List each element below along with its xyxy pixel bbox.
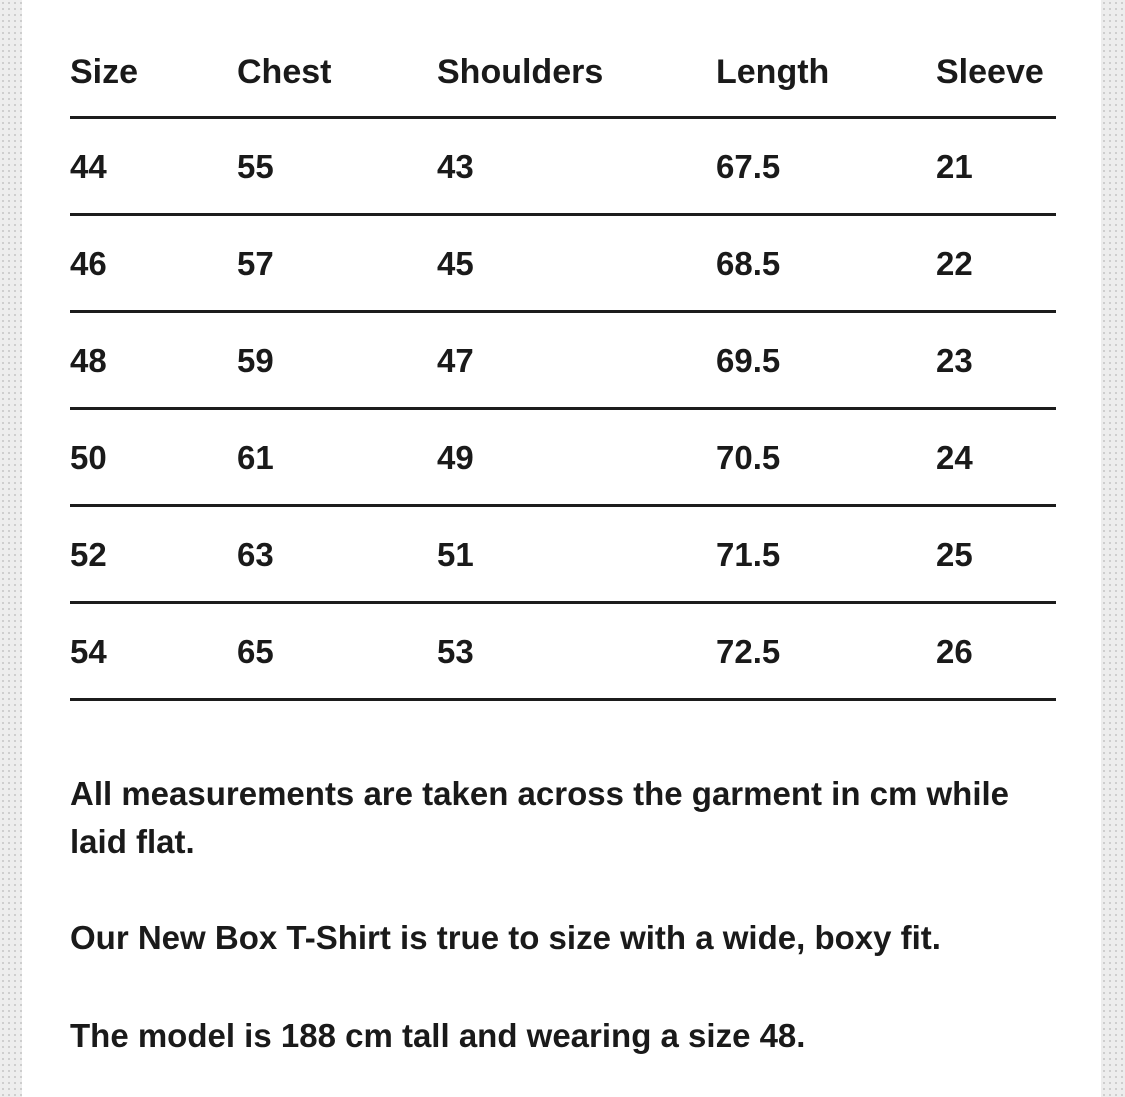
- size-guide-panel: [22, 0, 1101, 1097]
- header-size: Size: [70, 53, 139, 91]
- cell-length: 71.5: [716, 536, 781, 573]
- cell-sleeve: 24: [936, 439, 973, 476]
- cell-length: 70.5: [716, 439, 781, 476]
- cell-sleeve: 26: [936, 633, 973, 670]
- left-edge-pattern: [0, 0, 22, 1097]
- cell-size: 50: [70, 439, 107, 476]
- cell-shoulders: 45: [437, 245, 474, 282]
- cell-shoulders: 51: [437, 536, 474, 573]
- table-row: [70, 604, 1056, 701]
- cell-chest: 65: [237, 633, 274, 670]
- table-header-row: [70, 22, 1056, 119]
- table-row: [70, 119, 1056, 216]
- size-table: [70, 22, 1056, 701]
- cell-sleeve: 22: [936, 245, 973, 282]
- table-row: [70, 507, 1056, 604]
- cell-size: 48: [70, 342, 107, 379]
- table-row: [70, 313, 1056, 410]
- size-notes: [70, 770, 1070, 1060]
- cell-sleeve: 23: [936, 342, 973, 379]
- right-edge-pattern: [1101, 0, 1125, 1097]
- cell-chest: 61: [237, 439, 274, 476]
- cell-length: 68.5: [716, 245, 781, 282]
- cell-size: 46: [70, 245, 107, 282]
- header-sleeve: Sleeve: [936, 53, 1044, 91]
- cell-chest: 59: [237, 342, 274, 379]
- header-chest: Chest: [237, 53, 332, 91]
- header-length: Length: [716, 53, 830, 91]
- cell-size: 44: [70, 148, 107, 185]
- cell-length: 67.5: [716, 148, 781, 185]
- cell-shoulders: 49: [437, 439, 474, 476]
- cell-chest: 57: [237, 245, 274, 282]
- model-note: The model is 188 cm tall and wearing a size 48.: [70, 1017, 806, 1054]
- table-row: [70, 216, 1056, 313]
- cell-size: 52: [70, 536, 107, 573]
- cell-shoulders: 43: [437, 148, 474, 185]
- cell-length: 72.5: [716, 633, 781, 670]
- measurement-note: All measurements are taken across the garment in cm while laid flat.: [70, 775, 1010, 860]
- cell-sleeve: 25: [936, 536, 973, 573]
- cell-chest: 63: [237, 536, 274, 573]
- cell-length: 69.5: [716, 342, 781, 379]
- cell-shoulders: 53: [437, 633, 474, 670]
- table-row: [70, 410, 1056, 507]
- cell-shoulders: 47: [437, 342, 474, 379]
- header-shoulders: Shoulders: [437, 53, 604, 91]
- cell-size: 54: [70, 633, 107, 670]
- cell-chest: 55: [237, 148, 274, 185]
- fit-note: Our New Box T-Shirt is true to size with a wide, boxy fit.: [70, 919, 941, 956]
- cell-sleeve: 21: [936, 148, 973, 185]
